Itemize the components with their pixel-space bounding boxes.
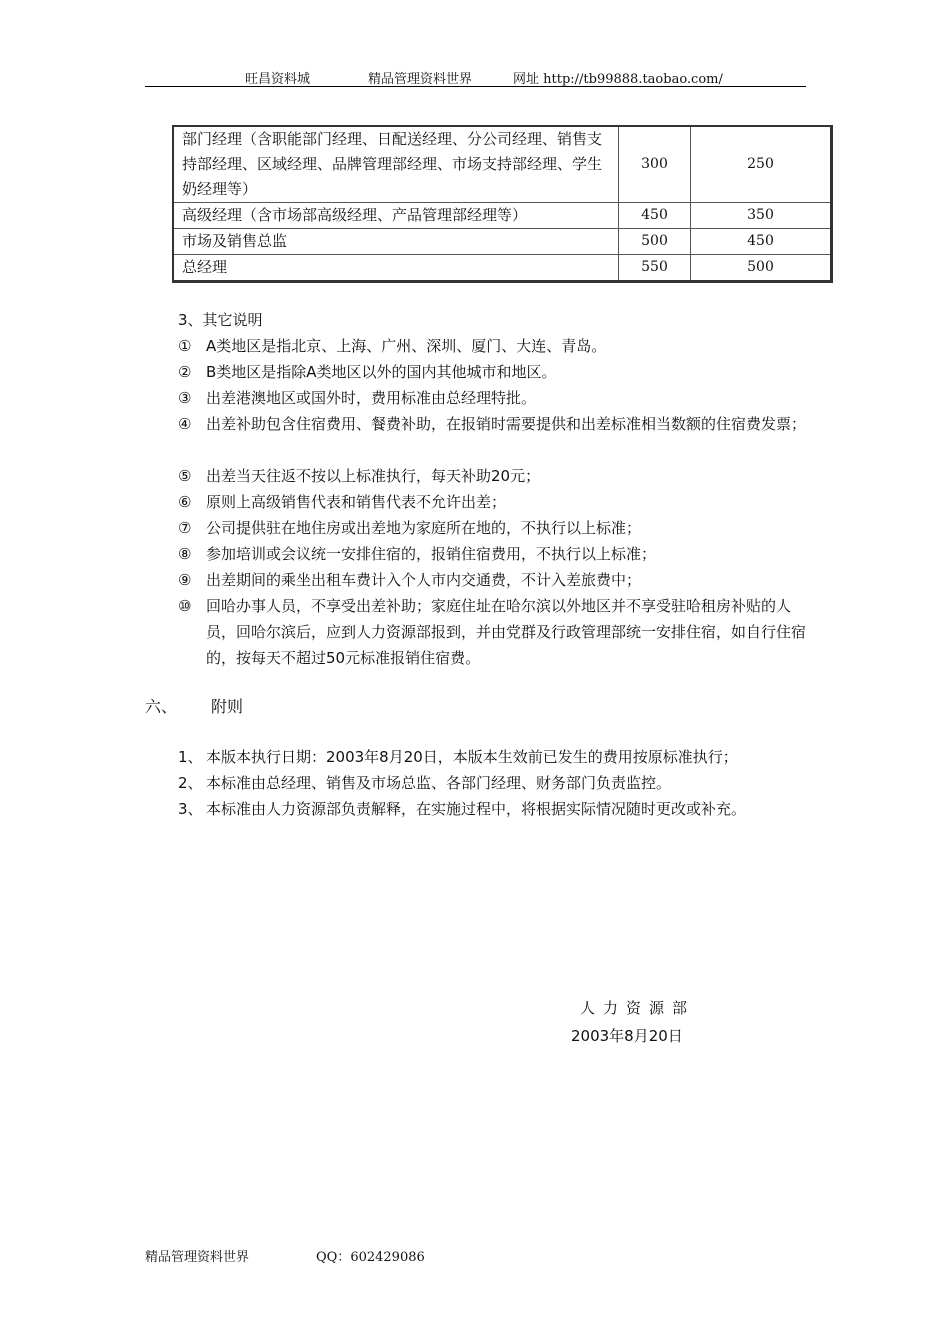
note-item — [178, 463, 818, 489]
note-text: A类地区是指北京、上海、广州、深圳、厦门、大连、青岛。 — [206, 337, 607, 355]
class-b-amount: 350 — [691, 203, 832, 229]
class-b-amount: 250 — [691, 126, 832, 203]
position-cell: 总经理 — [173, 255, 619, 282]
rule-text: 本版本执行日期：2003年8月20日，本版本生效前已发生的费用按原标准执行； — [206, 748, 738, 766]
signature-department: 人力资源部 — [580, 999, 696, 1017]
note-item — [178, 515, 818, 541]
header-shop-name: 旺昌资料城 — [245, 72, 311, 87]
note-text: 出差当天往返不按以上标准执行，每天补助20元； — [206, 467, 541, 485]
note-marker: ④ — [178, 415, 192, 433]
note-item — [178, 411, 818, 437]
note-item — [178, 567, 818, 593]
table-row — [173, 229, 832, 255]
rule-marker: 1、 — [178, 748, 203, 766]
rule-text: 本标准由人力资源部负责解释，在实施过程中，将根据实际情况随时更改或补充。 — [206, 800, 747, 818]
note-item — [178, 385, 818, 411]
rule-marker: 2、 — [178, 774, 203, 792]
notes-heading: 3、其它说明 — [178, 311, 263, 329]
table-row — [173, 255, 832, 282]
note-marker: ⑩ — [178, 597, 192, 615]
rule-item — [178, 770, 671, 796]
class-b-amount: 450 — [691, 229, 832, 255]
note-item — [178, 333, 818, 359]
class-a-amount: 300 — [619, 126, 691, 203]
note-text: 出差补助包含住宿费用、餐费补助，在报销时需要提供和出差标准相当数额的住宿费发票； — [206, 415, 807, 433]
note-text: 出差期间的乘坐出租车费计入个人市内交通费，不计入差旅费中； — [206, 571, 642, 589]
class-a-amount: 500 — [619, 229, 691, 255]
note-text: 回哈办事人员，不享受出差补助；家庭住址在哈尔滨以外地区并不享受驻哈租房补贴的人员，回哈尔滨后，应到人力资源部报到，并由党群及行政管理部统一安排住宿，如自行住宿的，按每天不超过50元标准报销住宿费。 — [206, 597, 807, 667]
note-marker: ⑥ — [178, 493, 192, 511]
note-marker: ② — [178, 363, 192, 381]
position-cell: 高级经理（含市场部高级经理、产品管理部经理等） — [173, 203, 619, 229]
section-number: 六、 — [145, 697, 178, 716]
section-heading — [145, 694, 244, 717]
note-text: 原则上高级销售代表和销售代表不允许出差； — [206, 493, 507, 511]
note-text: 出差港澳地区或国外时，费用标准由总经理特批。 — [206, 389, 537, 407]
note-text: B类地区是指除A类地区以外的国内其他城市和地区。 — [206, 363, 557, 381]
note-marker: ⑤ — [178, 467, 192, 485]
footer-qq: QQ：602429086 — [316, 1250, 425, 1265]
rule-item — [178, 744, 738, 770]
note-item — [178, 359, 818, 385]
section-title: 附则 — [211, 697, 244, 716]
note-marker: ⑧ — [178, 545, 192, 563]
note-marker: ③ — [178, 389, 192, 407]
note-item — [178, 541, 818, 567]
note-text: 公司提供驻在地住房或出差地为家庭所在地的，不执行以上标准； — [206, 519, 642, 537]
rule-text: 本标准由总经理、销售及市场总监、各部门经理、财务部门负责监控。 — [206, 774, 672, 792]
position-cell: 市场及销售总监 — [173, 229, 619, 255]
note-item — [178, 593, 818, 671]
note-text: 参加培训或会议统一安排住宿的，报销住宿费用，不执行以上标准； — [206, 545, 657, 563]
class-a-amount: 550 — [619, 255, 691, 282]
note-item — [178, 489, 818, 515]
note-marker: ① — [178, 337, 192, 355]
table-row — [173, 126, 832, 203]
class-a-amount: 450 — [619, 203, 691, 229]
header-website: 网址 http://tb99888.taobao.com/ — [513, 72, 723, 87]
header-world-name: 精品管理资料世界 — [368, 72, 473, 87]
rule-marker: 3、 — [178, 800, 203, 818]
class-b-amount: 500 — [691, 255, 832, 282]
footer-world-name: 精品管理资料世界 — [145, 1250, 250, 1265]
table-row — [173, 203, 832, 229]
travel-allowance-table — [172, 125, 833, 283]
signature-date: 2003年8月20日 — [571, 1027, 683, 1045]
rule-item — [178, 796, 746, 822]
note-marker: ⑨ — [178, 571, 192, 589]
page-header — [145, 66, 806, 87]
note-marker: ⑦ — [178, 519, 192, 537]
position-cell: 部门经理（含职能部门经理、日配送经理、分公司经理、销售支持部经理、区域经理、品牌管理部经理、市场支持部经理、学生奶经理等） — [173, 126, 619, 203]
